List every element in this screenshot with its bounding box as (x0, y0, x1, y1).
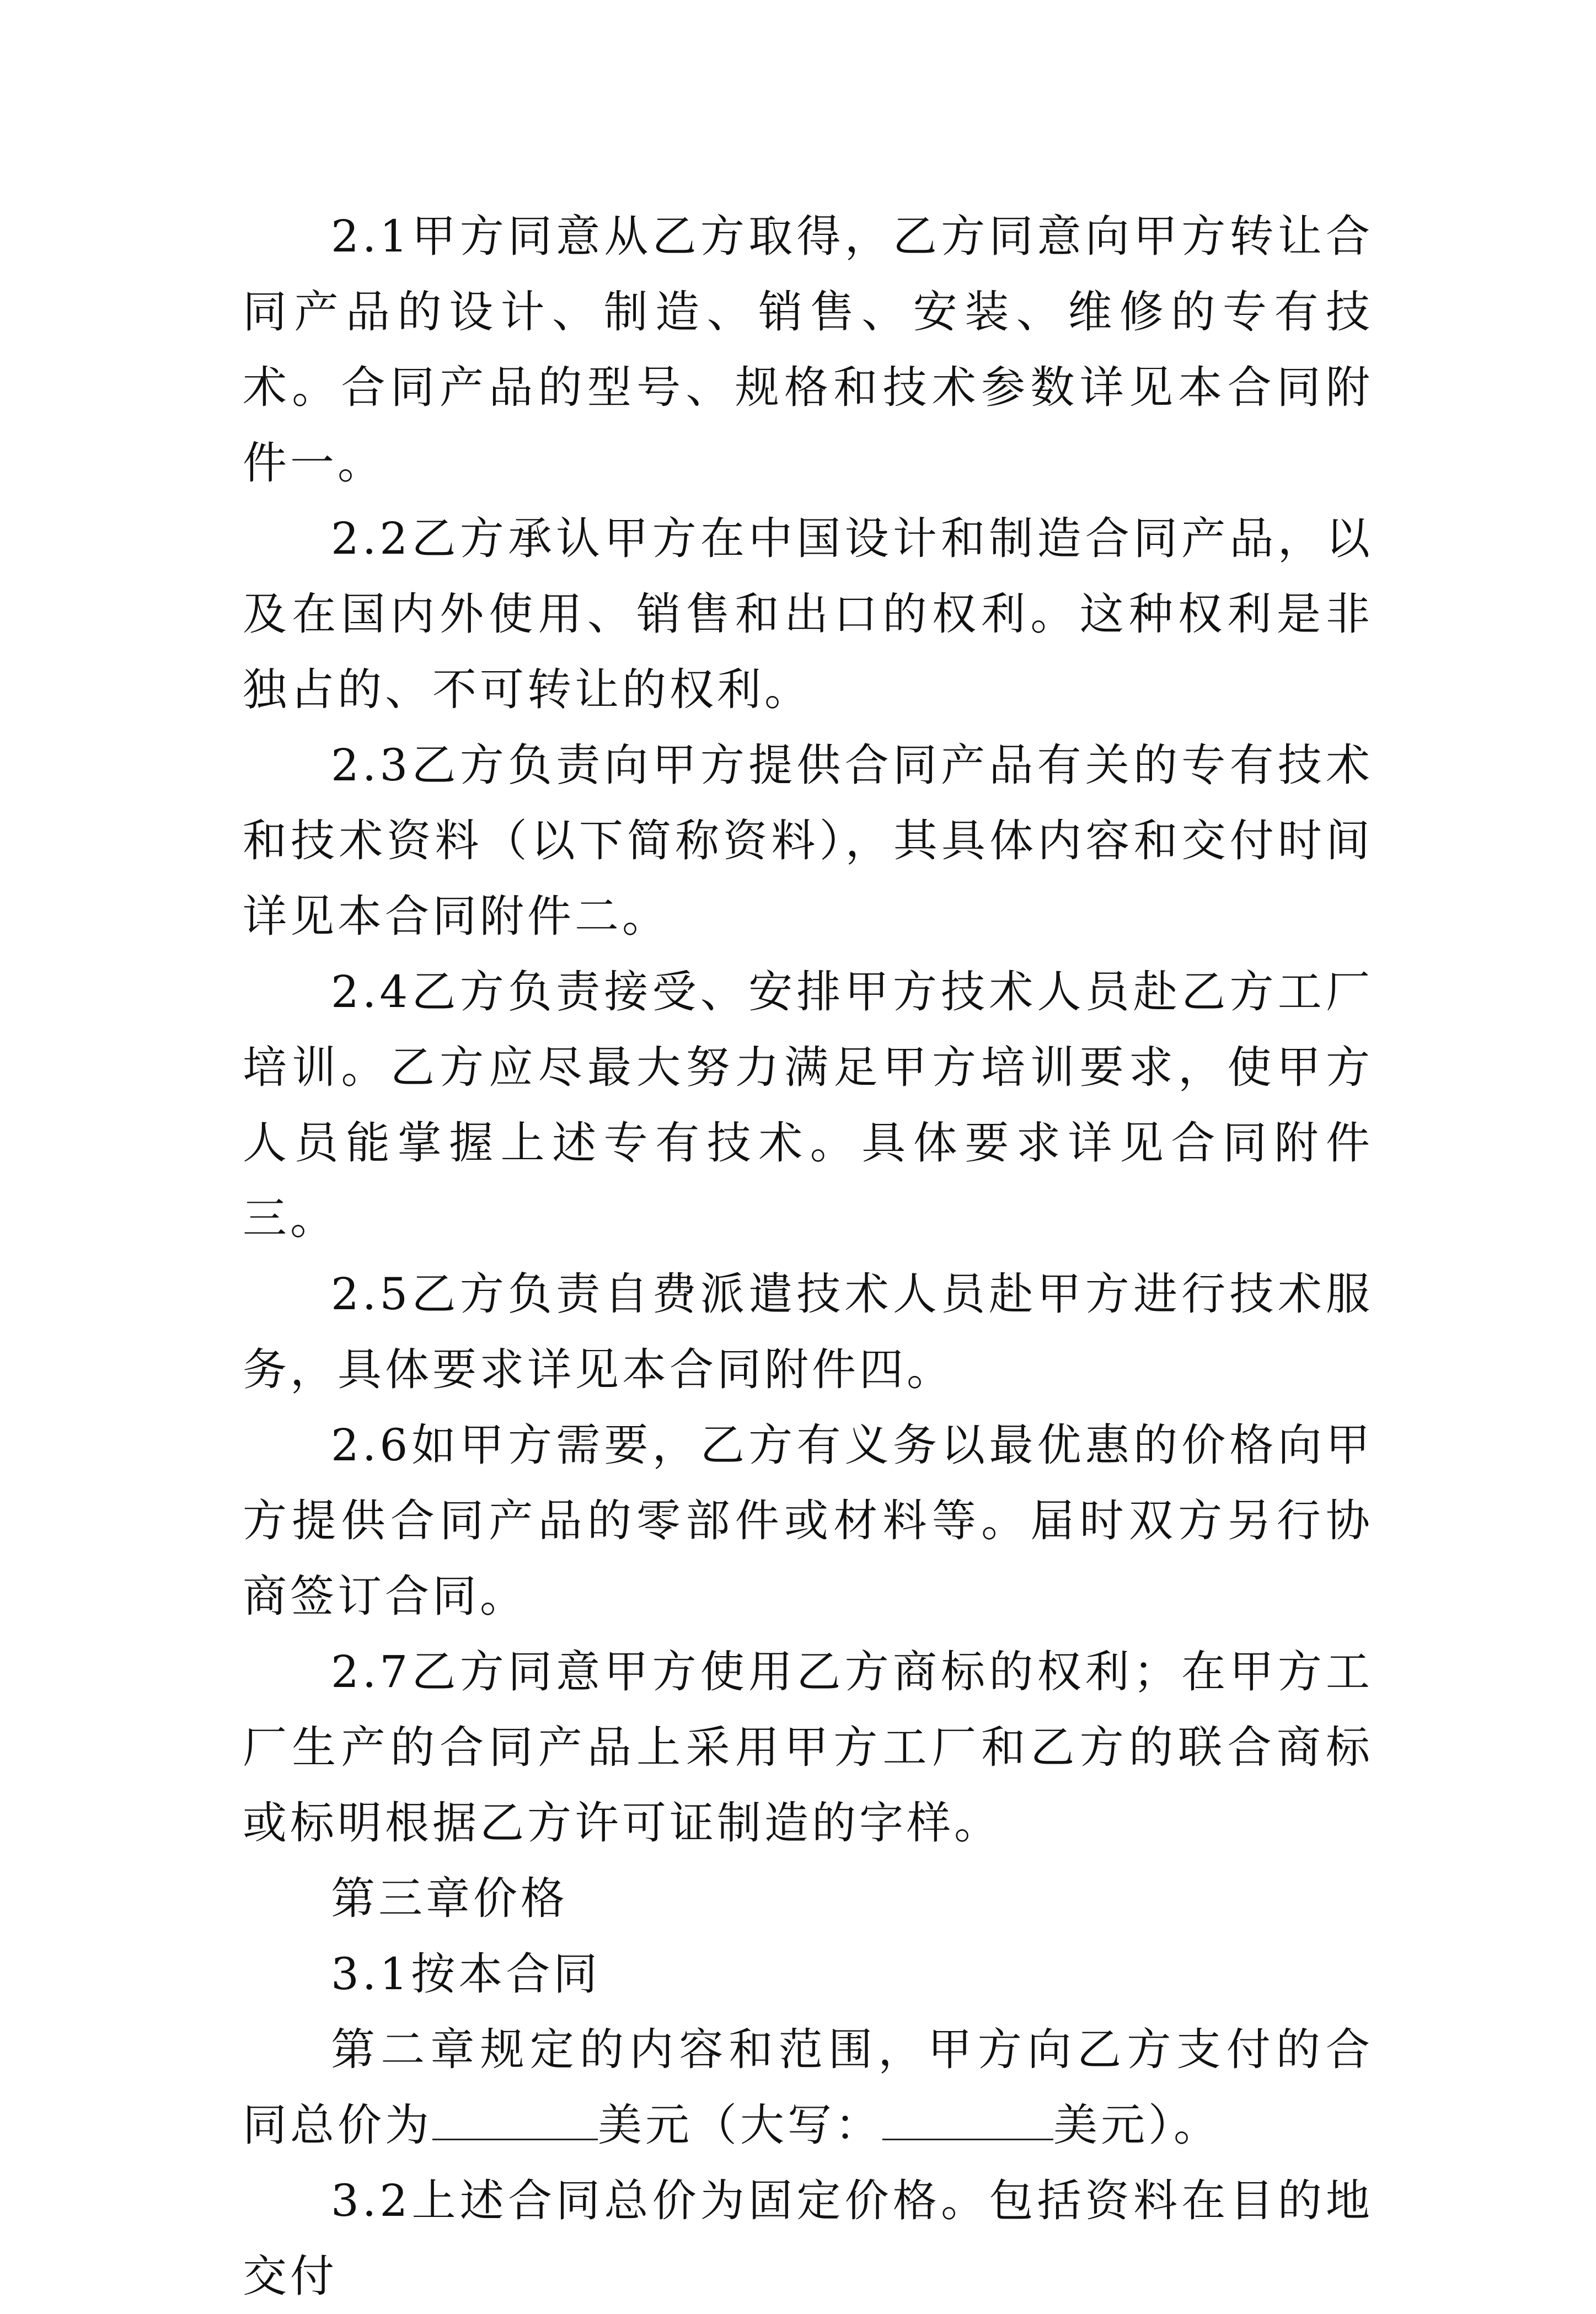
price-clause-lead: 第二章规定的内容和范围，甲方向乙方支付的合同总价为 (243, 2024, 1373, 2151)
clause-2-6: 2.6如甲方需要，乙方有义务以最优惠的价格向甲方提供合同产品的零部件或材料等。届时双方另行协商签订合同。 (243, 1420, 1373, 1622)
clause-3-2: 3.2上述合同总价为固定价格。包括资料在目的地交付 (243, 2175, 1373, 2302)
clause-2-2: 2.2乙方承认甲方在中国设计和制造合同产品，以及在国内外使用、销售和出口的权利。这种权利是非独占的、不可转让的权利。 (243, 513, 1373, 715)
chapter-3-heading: 第三章价格 (331, 1873, 568, 1924)
clause-3-1: 3.1按本合同 (331, 1948, 601, 2000)
price-clause (243, 2012, 1373, 2163)
clause-2-7: 2.7乙方同意甲方使用乙方商标的权利；在甲方工厂生产的合同产品上采用甲方工厂和乙方的联合商标或标明根据乙方许可证制造的字样。 (243, 1646, 1373, 1849)
clause-2-1: 2.1甲方同意从乙方取得，乙方同意向甲方转让合同产品的设计、制造、销售、安装、维修的专有技术。合同产品的型号、规格和技术参数详见本合同附件一。 (243, 211, 1373, 489)
clause-2-4: 2.4乙方负责接受、安排甲方技术人员赴乙方工厂培训。乙方应尽最大努力满足甲方培训要求，使甲方人员能掌握上述专有技术。具体要求详见合同附件三。 (243, 966, 1373, 1244)
price-unit-2: 美元）。 (1053, 2099, 1221, 2151)
amount-blank[interactable] (432, 2100, 598, 2140)
clause-2-3: 2.3乙方负责向甲方提供合同产品有关的专有技术和技术资料（以下简称资料），其具体内容和交付时间详见本合同附件二。 (243, 740, 1373, 942)
price-unit-1: 美元（大写： (598, 2099, 882, 2151)
amount-words-blank[interactable] (882, 2100, 1053, 2140)
clause-2-5: 2.5乙方负责自费派遣技术人员赴甲方进行技术服务，具体要求详见本合同附件四。 (243, 1268, 1373, 1395)
contract-text (243, 199, 1373, 2314)
